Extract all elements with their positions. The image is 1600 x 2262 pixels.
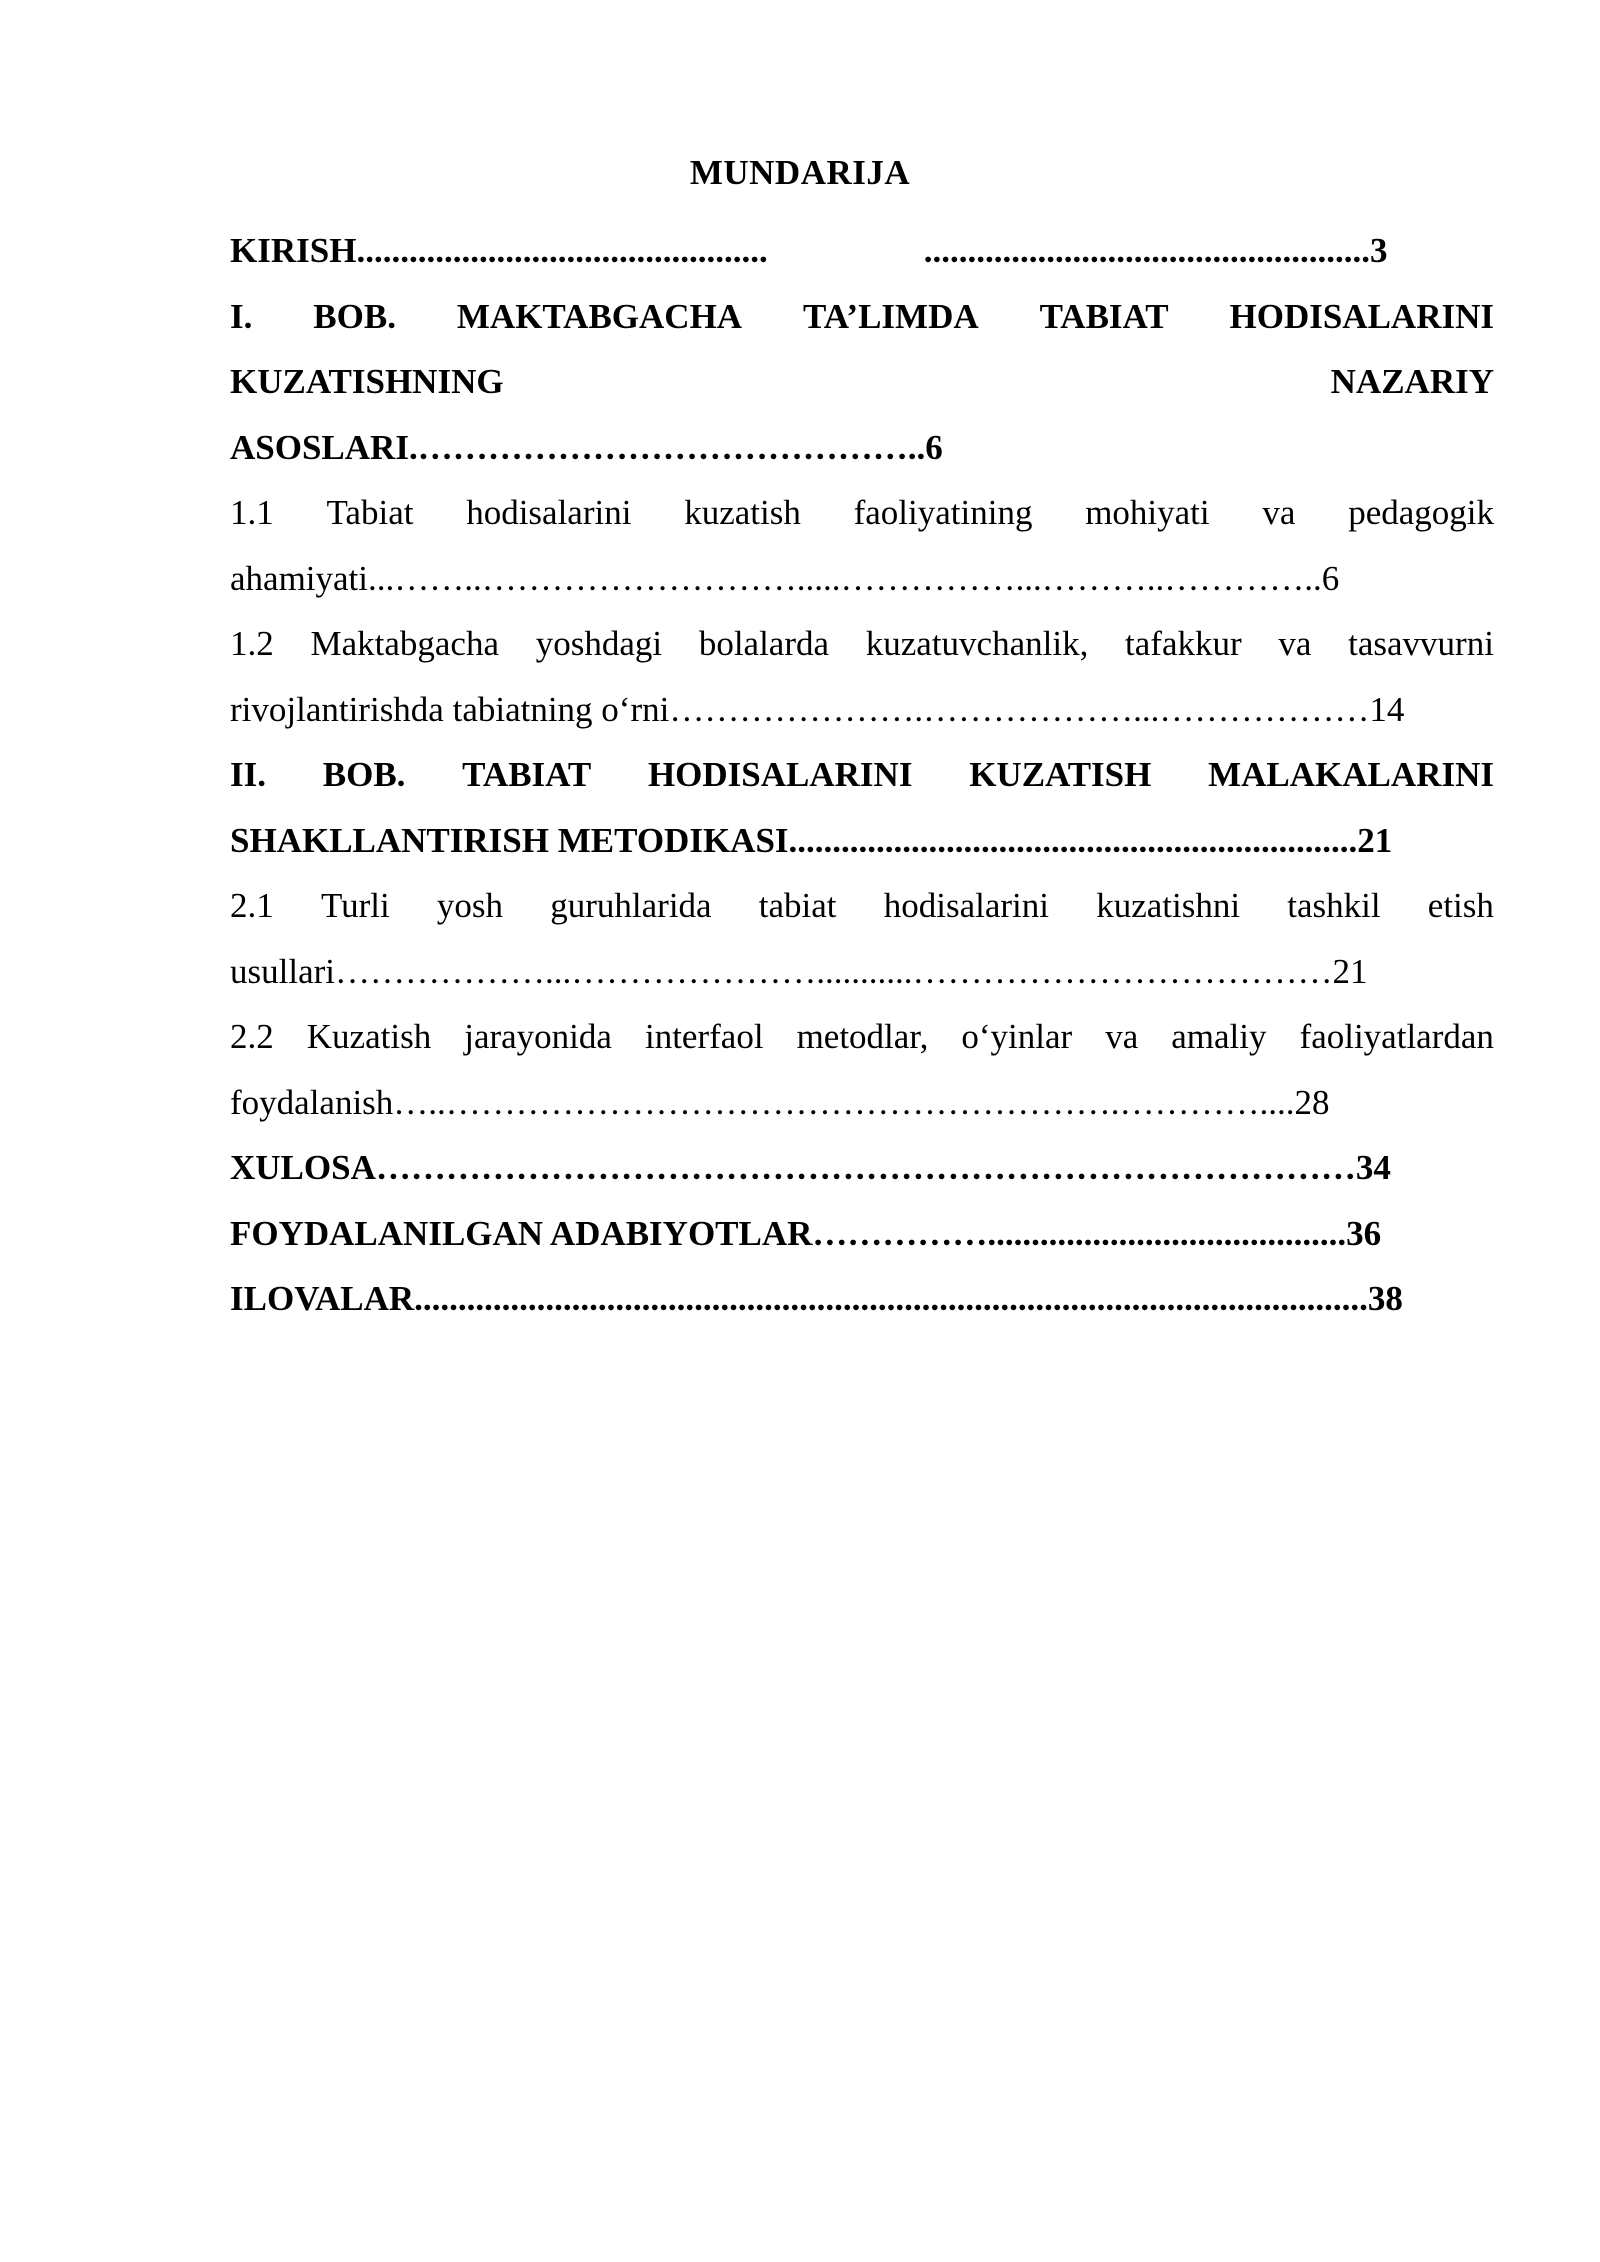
page-title: MUNDARIJA xyxy=(689,153,911,192)
toc-word: Maktabgacha xyxy=(310,624,499,663)
toc-word: kuzatishni xyxy=(1096,886,1241,925)
toc-word: Tabiat xyxy=(326,493,414,532)
toc-word: interfaol xyxy=(644,1017,764,1056)
toc-entry-ilovalar[interactable]: ILOVALAR.............................................................................................................38 xyxy=(230,1279,1403,1318)
toc-word: TA’LIMDA xyxy=(803,296,979,336)
toc-entry-chapter-1-cont[interactable] xyxy=(230,349,1494,415)
toc-word: hodisalarini xyxy=(466,493,632,532)
toc-entry-section-1-1[interactable] xyxy=(230,480,1494,546)
toc-word: HODISALARINI xyxy=(647,755,913,794)
toc-word: NAZARIY xyxy=(1330,362,1494,401)
toc-word: MAKTABGACHA xyxy=(456,296,743,336)
toc-entry-chapter-2[interactable] xyxy=(230,742,1494,808)
toc-word: o‘yinlar xyxy=(961,1017,1073,1056)
toc-entry-section-2-2-end[interactable]: foydalanish…..………………………………………………….…………....28 xyxy=(230,1082,1330,1122)
toc-word: 2.1 xyxy=(230,886,274,925)
toc-page-number: 3 xyxy=(1369,231,1388,270)
toc-entry-adabiyotlar[interactable]: FOYDALANILGAN ADABIYOTLAR…………….........................................36 xyxy=(230,1213,1382,1253)
toc-word: I. xyxy=(230,296,253,336)
toc-word: jarayonida xyxy=(464,1017,612,1056)
toc-word: hodisalarini xyxy=(883,886,1049,925)
toc-word: 1.2 xyxy=(230,624,274,663)
toc-word: MALAKALARINI xyxy=(1208,755,1494,794)
toc-word: KUZATISH xyxy=(969,755,1152,794)
toc-entry-xulosa[interactable]: XULOSA…………………………………………………………………………34 xyxy=(230,1148,1391,1187)
toc-word: va xyxy=(1105,1017,1139,1056)
toc-word: faoliyatlardan xyxy=(1299,1017,1494,1056)
toc-entry-label: KIRISH xyxy=(230,231,357,270)
toc-word: 2.2 xyxy=(230,1017,274,1056)
toc-word: tafakkur xyxy=(1125,624,1242,663)
toc-word: mohiyati xyxy=(1085,493,1210,532)
toc-word: Kuzatish xyxy=(306,1017,432,1056)
toc-word: HODISALARINI xyxy=(1229,296,1494,336)
toc-word: kuzatish xyxy=(684,493,801,532)
toc-word: KUZATISHNING xyxy=(230,362,504,401)
toc-word: tashkil xyxy=(1287,886,1381,925)
toc-entry-section-2-2[interactable] xyxy=(230,1004,1494,1070)
toc-entry-section-2-1-end[interactable]: usullari………………...…………………...........………………………………21 xyxy=(230,951,1368,991)
toc-leader-dots: ................................................... xyxy=(923,231,1370,270)
table-of-contents xyxy=(230,218,1494,1332)
toc-entry-section-1-2[interactable] xyxy=(230,611,1494,677)
toc-word: pedagogik xyxy=(1348,493,1494,532)
toc-entry-kirish[interactable] xyxy=(230,218,1494,284)
toc-entry-section-2-1[interactable] xyxy=(230,873,1494,939)
toc-word: TABIAT xyxy=(462,755,592,794)
toc-word: tasavvurni xyxy=(1348,624,1494,663)
toc-word: tabiat xyxy=(758,886,837,925)
toc-word: yosh xyxy=(436,886,504,925)
toc-word: faoliyatining xyxy=(853,493,1033,532)
toc-word: etish xyxy=(1427,886,1494,925)
toc-word: Turli xyxy=(320,886,390,925)
toc-word: II. xyxy=(230,755,266,794)
toc-word: 1.1 xyxy=(230,493,274,532)
toc-word: TABIAT xyxy=(1039,296,1169,336)
toc-word: amaliy xyxy=(1171,1017,1267,1056)
toc-word: kuzatuvchanlik, xyxy=(865,624,1089,663)
toc-word: yoshdagi xyxy=(535,624,663,663)
toc-leader-dots: ............................................... xyxy=(356,231,768,270)
toc-word: BOB. xyxy=(313,296,396,336)
toc-entry-chapter-1[interactable] xyxy=(230,284,1494,350)
toc-entry-section-1-1-end[interactable]: ahamiyati...……..……………………….....……………...………..…………..6 xyxy=(230,558,1340,598)
toc-entry-chapter-2-end[interactable]: SHAKLLANTIRISH METODIKASI.................................................................21 xyxy=(230,820,1393,860)
toc-word: va xyxy=(1262,493,1296,532)
toc-entry-section-1-2-end[interactable]: rivojlantirishda tabiatning o‘rni………………….………………...………………14 xyxy=(230,689,1405,729)
toc-word: va xyxy=(1278,624,1312,663)
toc-word: bolalarda xyxy=(698,624,830,663)
toc-word: guruhlarida xyxy=(550,886,712,925)
toc-word: metodlar, xyxy=(796,1017,929,1056)
toc-word: BOB. xyxy=(322,755,406,794)
toc-entry-chapter-1-end[interactable]: ASOSLARI.……………………………………..6 xyxy=(230,427,943,467)
